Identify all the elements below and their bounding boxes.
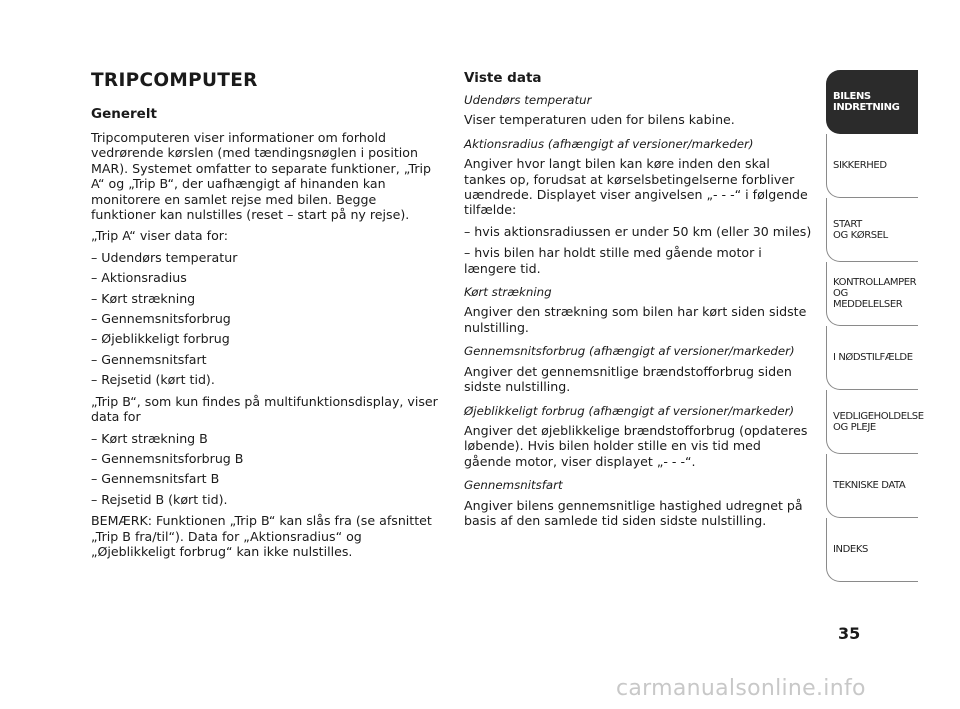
data-section-text: Angiver den strækning som bilen har kørt siden sidste nulstilling. <box>464 304 807 335</box>
data-section-title: Udendørs temperatur <box>464 93 592 107</box>
trip-a-list <box>91 250 443 388</box>
data-section <box>464 344 812 394</box>
chapter-tab-label: TEKNISKE DATA <box>833 480 906 491</box>
trip-b-heading: „Trip B“, som kun findes på multifunktionsdisplay, viser data for <box>91 393 438 425</box>
page-title: TRIPCOMPUTER <box>91 70 258 91</box>
list-item: – Gennemsnitsforbrug <box>91 311 231 327</box>
data-section-text: – hvis aktionsradiussen er under 50 km (eller 30 miles) <box>464 223 812 239</box>
watermark-text: carmanualsonline.info <box>616 676 866 701</box>
chapter-tab-label: BILENS INDRETNING <box>833 90 900 113</box>
intro-paragraph: Tripcomputeren viser informationer om forhold vedrørende kørslen (med tændingsnøglen i position MAR). Systemet omfatter to separate funktioner, „Trip A“ og „Trip B“, der uafhængigt af hinanden kan monitorere en samlet rejse med bilen. Begge funktioner kan nulstilles (reset – start på ny rejse). <box>91 130 432 223</box>
trip-a-heading: „Trip A“ viser data for: <box>91 228 228 244</box>
chapter-tab[interactable] <box>826 134 918 198</box>
chapter-tab-label: START OG KØRSEL <box>833 218 888 241</box>
data-section <box>464 285 812 335</box>
list-item: – Aktionsradius <box>91 270 187 286</box>
data-sections <box>464 93 812 528</box>
note-paragraph: BEMÆRK: Funktionen „Trip B“ kan slås fra (se afsnittet „Trip B fra/til“). Data for „Aktionsradius“ og „Øjeblikkeligt forbrug“ kan ikke nulstilles. <box>91 513 432 559</box>
list-item: – Udendørs temperatur <box>91 249 238 265</box>
chapter-tab[interactable] <box>826 70 918 134</box>
list-item: – Kørt strækning <box>91 290 196 306</box>
chapter-tab[interactable] <box>826 518 918 582</box>
chapter-tab[interactable] <box>826 454 918 518</box>
data-section-text: Angiver bilens gennemsnitlige hastighed udregnet på basis af den samlede tid siden sidste nulstilling. <box>464 497 803 528</box>
trip-b-list <box>91 431 443 508</box>
data-section-title: Øjeblikkeligt forbrug (afhængigt af versioner/markeder) <box>464 403 795 418</box>
chapter-tab-label: KONTROLLAMPER OG MEDDELELSER <box>833 277 917 310</box>
list-item: – Kørt strækning B <box>91 430 208 446</box>
data-section-text: Angiver hvor langt bilen kan køre inden den skal tankes op, forudsat at kørselsbetingelserne forbliver uændrede. Displayet viser angivelsen „- - -“ i følgende tilfælde: <box>464 156 808 218</box>
data-section-title: Aktionsradius (afhængigt af versioner/markeder) <box>464 136 754 151</box>
data-section-title: Gennemsnitsfart <box>464 478 563 493</box>
chapter-tab-label: SIKKERHED <box>833 160 887 171</box>
data-section-text: Angiver det gennemsnitlige brændstofforbrug siden sidste nulstilling. <box>464 363 792 395</box>
data-section <box>464 404 812 470</box>
list-item: – Øjeblikkeligt forbrug <box>91 331 230 347</box>
list-item: – Gennemsnitsfart B <box>91 471 220 487</box>
data-section-title: Kørt strækning <box>464 285 552 300</box>
list-item: – Gennemsnitsfart <box>91 351 207 367</box>
right-column <box>464 70 812 537</box>
list-item: – Rejsetid (kørt tid). <box>91 372 215 388</box>
chapter-tab[interactable] <box>826 326 918 390</box>
data-section-text: – hvis bilen har holdt stille med gående motor i længere tid. <box>464 245 762 276</box>
data-section-title: Gennemsnitsforbrug (afhængigt af versioner/markeder) <box>464 344 795 359</box>
displayed-data-heading: Viste data <box>464 70 542 86</box>
data-section <box>464 478 812 528</box>
data-section <box>464 93 812 128</box>
chapter-tab-label: INDEKS <box>833 544 868 555</box>
list-item: – Gennemsnitsforbrug B <box>91 450 244 466</box>
chapter-tab[interactable] <box>826 198 918 262</box>
data-section-text: Viser temperaturen uden for bilens kabine. <box>464 112 735 128</box>
left-column <box>91 70 443 565</box>
list-item: – Rejsetid B (kørt tid). <box>91 491 228 507</box>
section-subtitle: Generelt <box>91 106 157 122</box>
chapter-tabs <box>826 70 924 582</box>
data-section <box>464 137 812 276</box>
data-section-text: Angiver det øjeblikkelige brændstofforbrug (opdateres løbende). Hvis bilen holder stille en vis tid med gående motor, viser displayet „- - -“. <box>464 422 808 469</box>
page-number: 35 <box>838 624 861 643</box>
chapter-tab-label: VEDLIGEHOLDELSE OG PLEJE <box>833 410 924 433</box>
chapter-tab-label: I NØDSTILFÆLDE <box>833 352 913 363</box>
chapter-tab[interactable] <box>826 390 924 454</box>
chapter-tab[interactable] <box>826 262 918 326</box>
